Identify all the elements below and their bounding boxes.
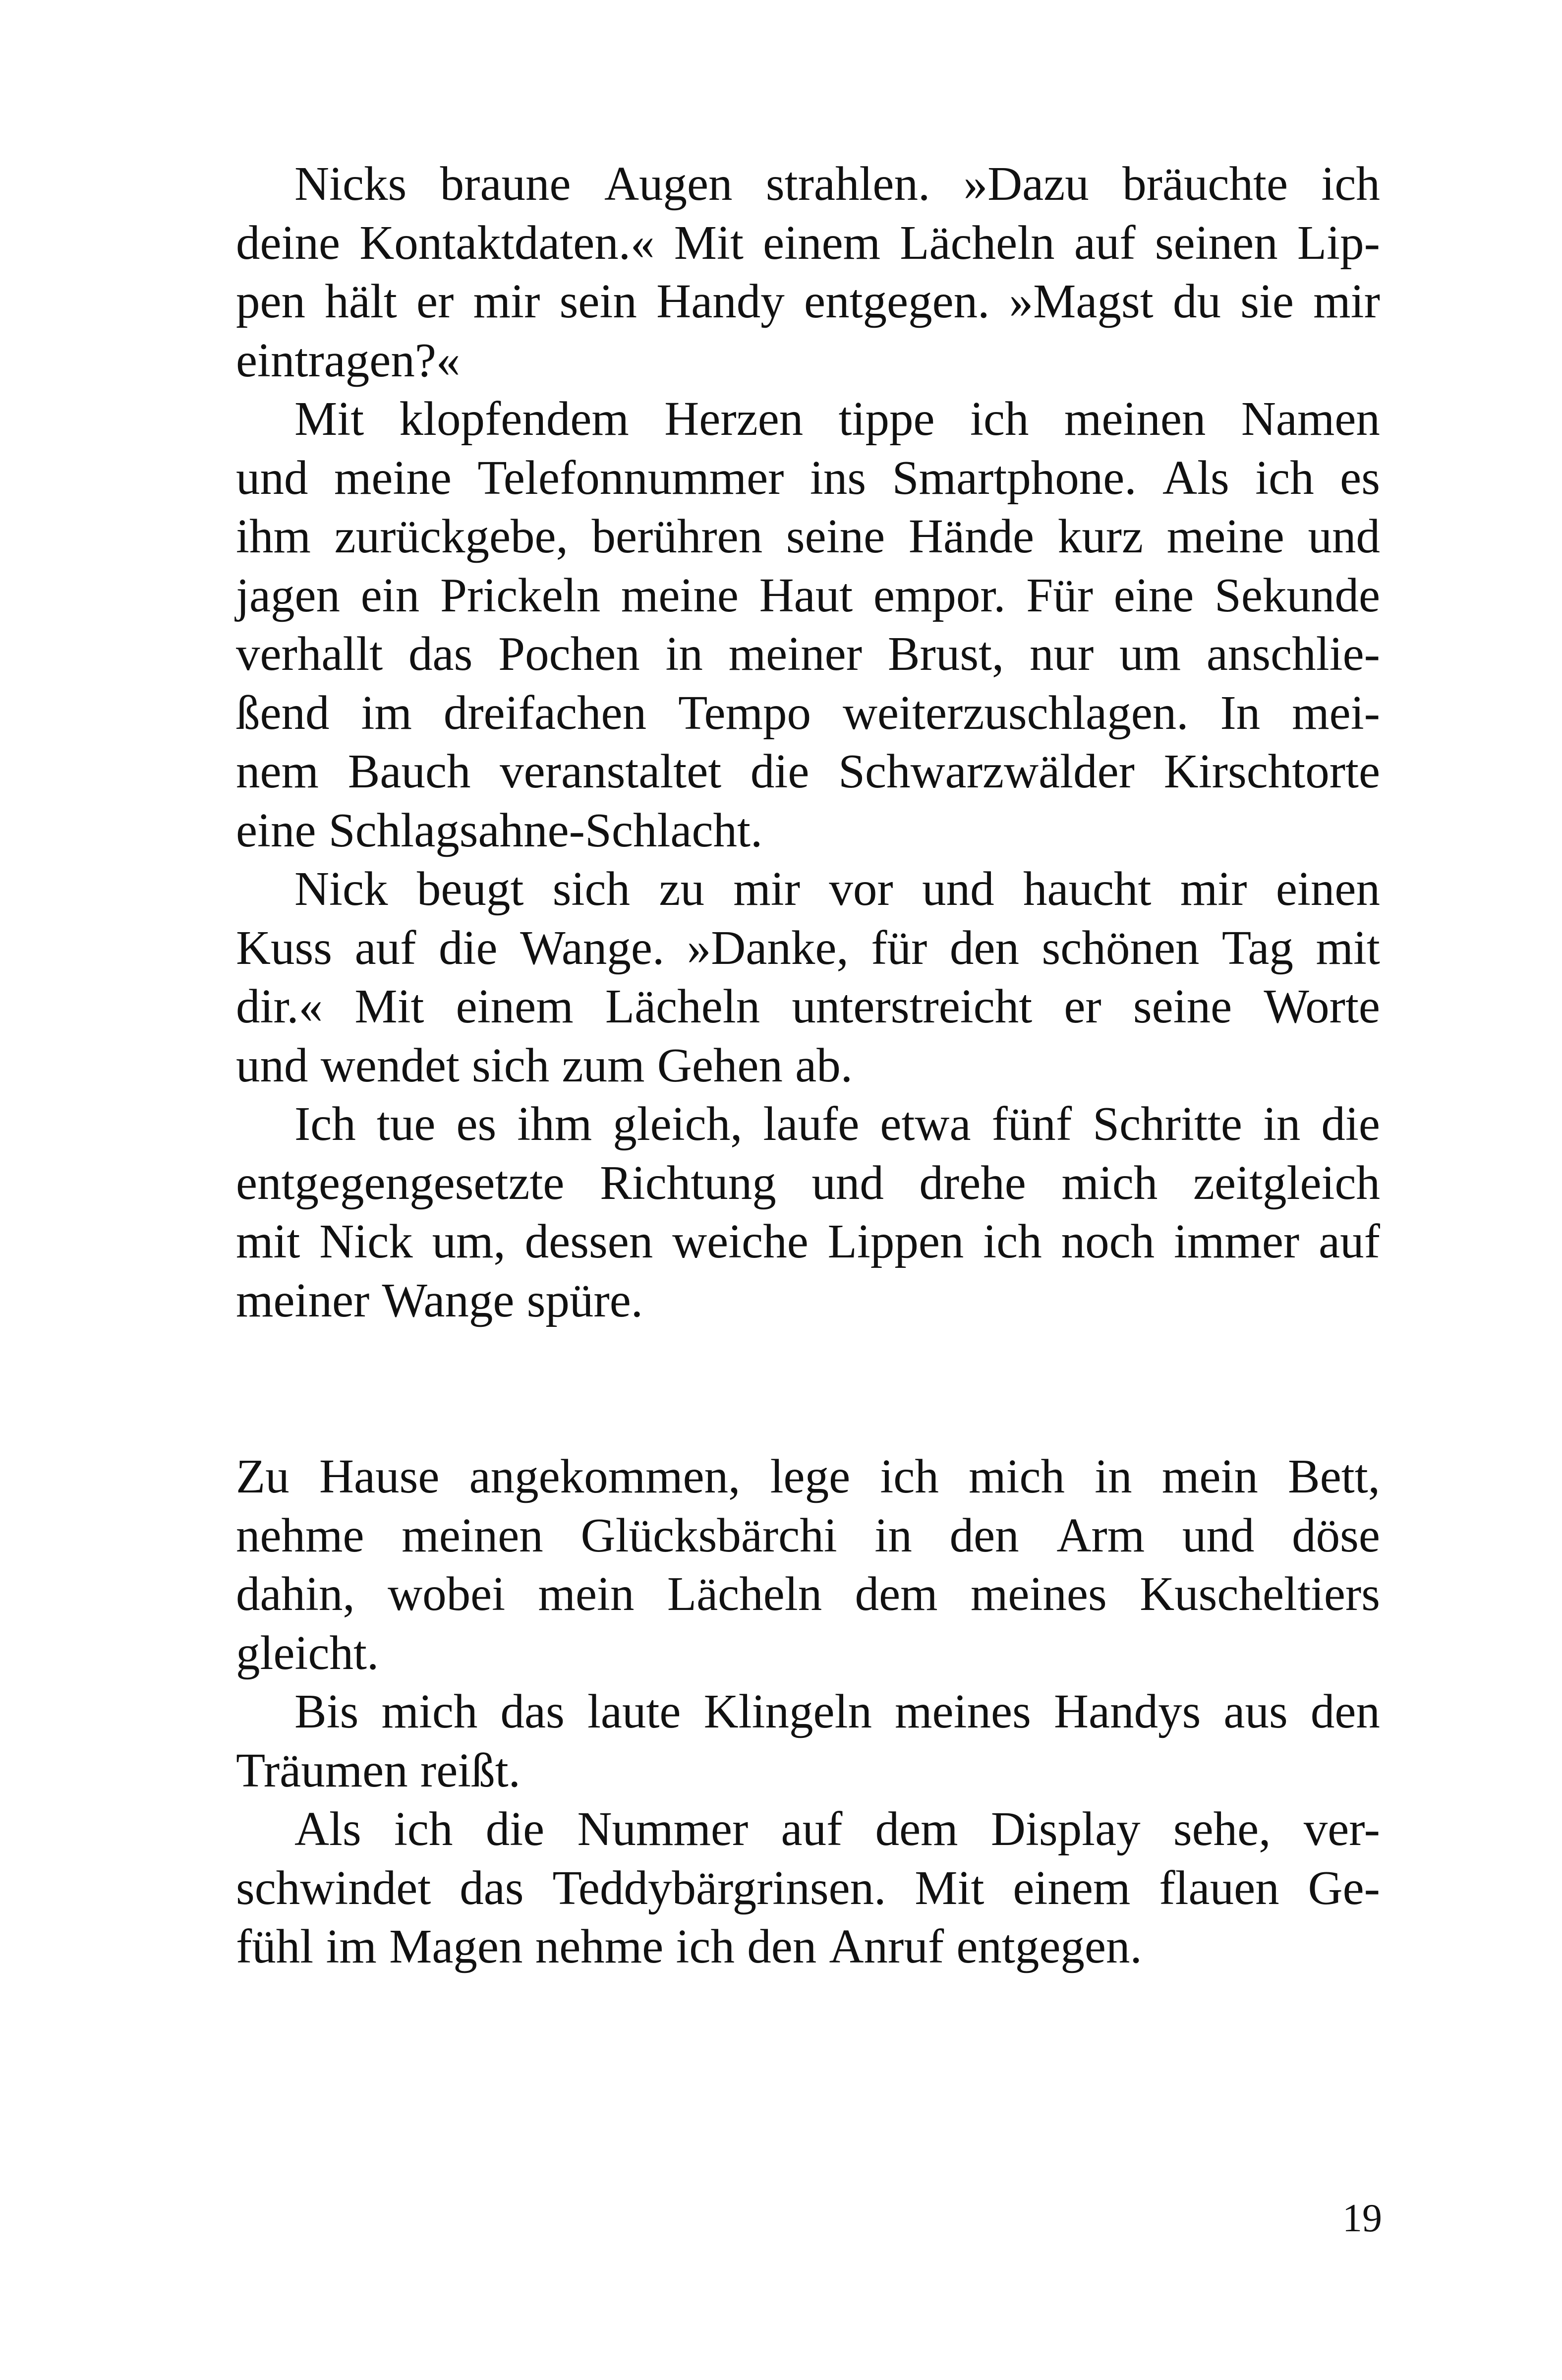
text-line: Träumen reißt. xyxy=(236,1743,521,1797)
text-line: eine Schlagsahne-Schlacht. xyxy=(236,803,763,857)
text-line: pen hält er mir sein Handy entgegen. »Magst du sie mir xyxy=(236,275,1380,328)
paragraph xyxy=(236,390,1380,860)
text-line: Bis mich das laute Klingeln meines Handys aus den xyxy=(294,1685,1380,1738)
paragraph xyxy=(236,1682,1380,1800)
text-line: jagen ein Prickeln meine Haut empor. Für eine Sekunde xyxy=(236,568,1380,622)
text-line: Nick beugt sich zu mir vor und haucht mir einen xyxy=(294,862,1380,915)
text-line: nehme meinen Glücksbärchi in den Arm und döse xyxy=(236,1508,1380,1562)
text-line: Mit klopfendem Herzen tippe ich meinen Namen xyxy=(294,392,1380,445)
paragraph xyxy=(236,860,1380,1095)
text-line: verhallt das Pochen in meiner Brust, nur um anschlie- xyxy=(236,627,1380,680)
paragraph xyxy=(236,1800,1380,1976)
page-number: 19 xyxy=(1342,2197,1382,2240)
text-line: deine Kontaktdaten.« Mit einem Lächeln auf seinen Lip- xyxy=(236,216,1380,269)
body-text xyxy=(236,155,1380,1976)
paragraph xyxy=(236,1095,1380,1330)
text-line: schwindet das Teddybärgrinsen. Mit einem flauen Ge- xyxy=(236,1861,1380,1914)
paragraph xyxy=(236,1447,1380,1682)
scene-break xyxy=(236,1330,1380,1447)
text-line: mit Nick um, dessen weiche Lippen ich noch immer auf xyxy=(236,1215,1380,1268)
text-line: Ich tue es ihm gleich, laufe etwa fünf Schritte in die xyxy=(294,1097,1380,1150)
text-line: Nicks braune Augen strahlen. »Dazu bräuchte ich xyxy=(294,157,1380,210)
text-line: entgegengesetzte Richtung und drehe mich zeitgleich xyxy=(236,1156,1380,1209)
text-line: ihm zurückgebe, berühren seine Hände kurz meine und xyxy=(236,510,1380,563)
text-line: eintragen?« xyxy=(236,333,461,387)
text-line: Als ich die Nummer auf dem Display sehe, ver- xyxy=(294,1802,1380,1855)
text-line: dahin, wobei mein Lächeln dem meines Kuscheltiers xyxy=(236,1567,1380,1620)
text-line: gleicht. xyxy=(236,1626,379,1679)
text-line: und meine Telefonnummer ins Smartphone. Als ich es xyxy=(236,451,1380,504)
text-line: Kuss auf die Wange. »Danke, für den schönen Tag mit xyxy=(236,921,1380,974)
text-line: fühl im Magen nehme ich den Anruf entgegen. xyxy=(236,1920,1142,1973)
text-line: und wendet sich zum Gehen ab. xyxy=(236,1038,853,1092)
text-line: dir.« Mit einem Lächeln unterstreicht er seine Worte xyxy=(236,980,1380,1033)
paragraph xyxy=(236,155,1380,390)
text-line: meiner Wange spüre. xyxy=(236,1273,643,1327)
text-line: nem Bauch veranstaltet die Schwarzwälder Kirschtorte xyxy=(236,745,1380,798)
text-line: Zu Hause angekommen, lege ich mich in mein Bett, xyxy=(236,1450,1380,1503)
text-line: ßend im dreifachen Tempo weiterzuschlagen. In mei- xyxy=(236,686,1380,739)
